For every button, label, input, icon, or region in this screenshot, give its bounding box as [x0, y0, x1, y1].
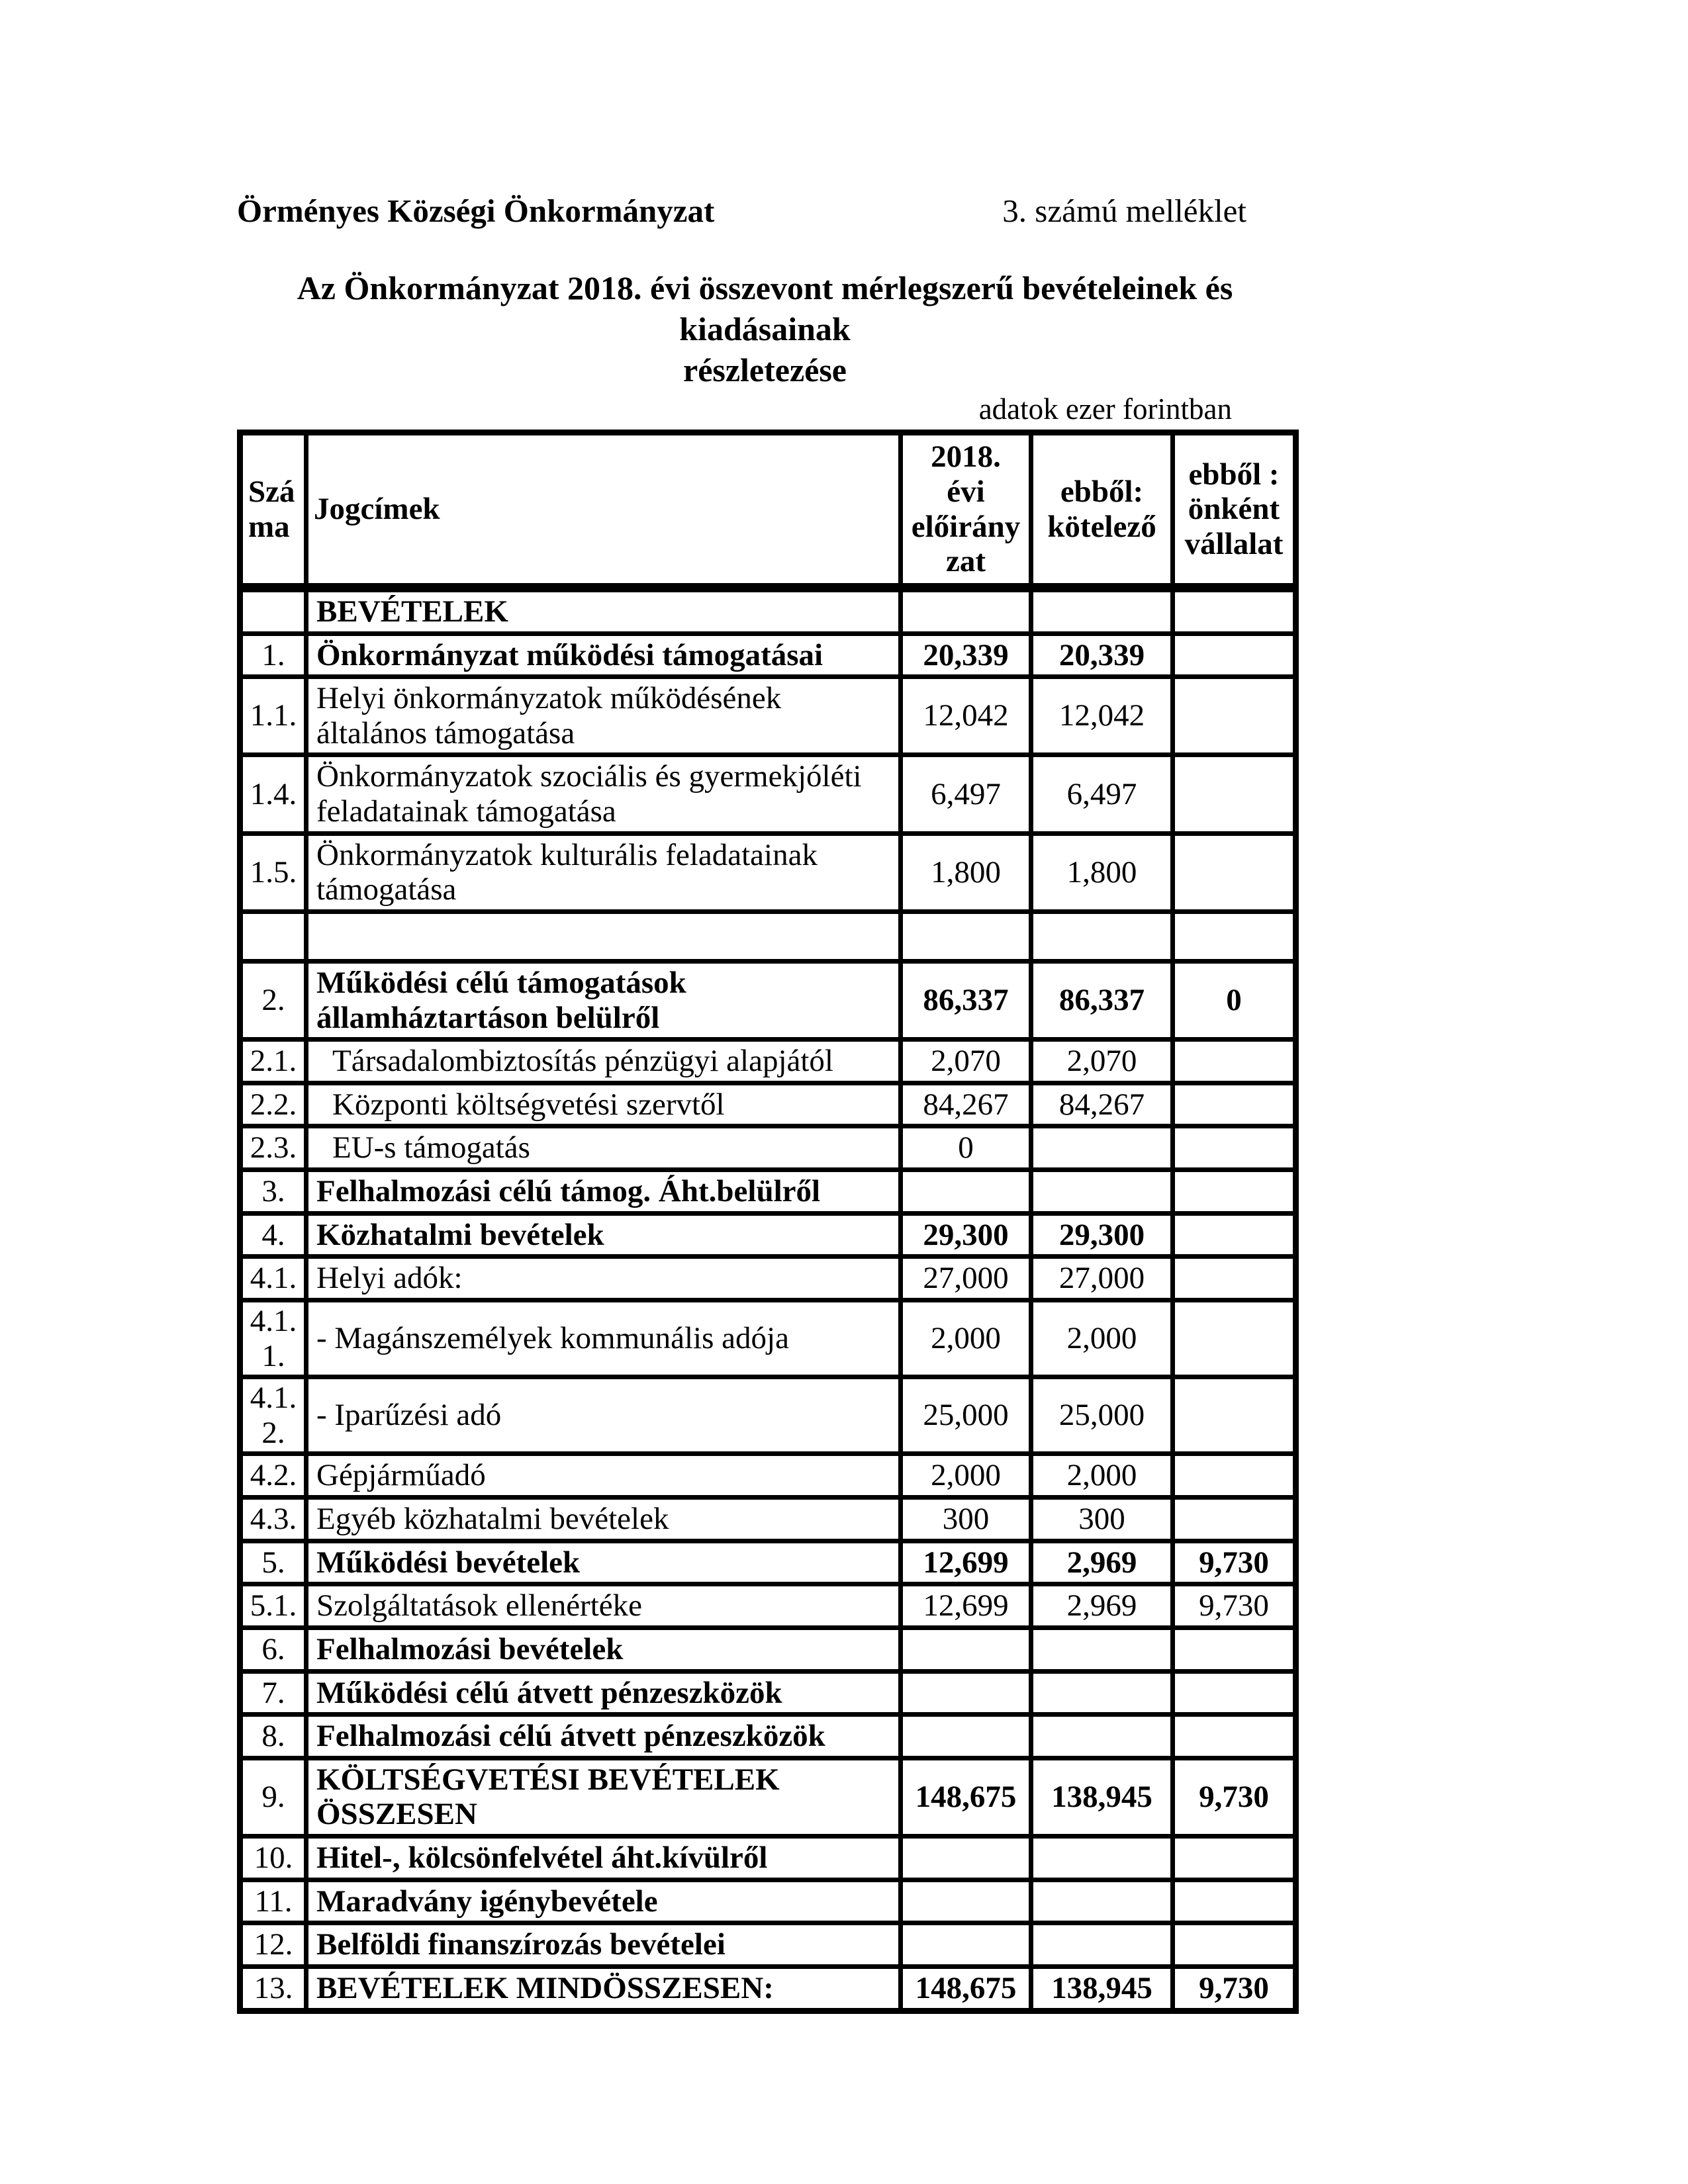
table-row [240, 588, 1296, 633]
value-kotelezo: 25,000 [1031, 1377, 1173, 1454]
value-kotelezo: 29,300 [1031, 1213, 1173, 1257]
units-note: adatok ezer forintban [978, 392, 1232, 426]
value-onkent [1173, 755, 1296, 833]
value-onkent [1173, 1880, 1296, 1923]
row-number: 4.1.1. [240, 1300, 306, 1377]
row-number: 4.1. [240, 1257, 306, 1300]
value-eloiranyzat: 12,699 [901, 1541, 1031, 1584]
row-number: 2. [240, 961, 306, 1039]
value-onkent [1173, 911, 1296, 961]
document-title [237, 267, 1293, 390]
value-kotelezo [1031, 1126, 1173, 1170]
value-onkent [1173, 677, 1296, 755]
value-kotelezo: 84,267 [1031, 1083, 1173, 1126]
budget-table [237, 430, 1299, 2013]
row-label: KÖLTSÉGVETÉSI BEVÉTELEK ÖSSZESEN [306, 1758, 901, 1836]
title-line-1: Az Önkormányzat 2018. évi összevont mérlegszerű bevételeinek és kiadásainak [297, 269, 1233, 347]
row-label: Helyi önkormányzatok működésének általános támogatása [306, 677, 901, 755]
value-onkent [1173, 1837, 1296, 1880]
value-kotelezo [1031, 588, 1173, 633]
table-row [240, 1377, 1296, 1454]
table-row [240, 1715, 1296, 1758]
row-label: Működési bevételek [306, 1541, 901, 1584]
value-eloiranyzat: 148,675 [901, 1758, 1031, 1836]
row-label: EU-s támogatás [306, 1126, 901, 1170]
row-number: 3. [240, 1170, 306, 1214]
table-row [240, 1671, 1296, 1715]
row-label: Maradvány igénybevétele [306, 1880, 901, 1923]
row-number: 6. [240, 1627, 306, 1671]
value-eloiranyzat [901, 1627, 1031, 1671]
row-label: Egyéb közhatalmi bevételek [306, 1498, 901, 1541]
value-eloiranyzat: 2,000 [901, 1454, 1031, 1498]
value-kotelezo: 2,000 [1031, 1454, 1173, 1498]
table-row [240, 633, 1296, 677]
value-eloiranyzat [901, 1923, 1031, 1967]
value-onkent [1173, 1257, 1296, 1300]
value-eloiranyzat: 2,070 [901, 1040, 1031, 1083]
document-content [237, 193, 1293, 2014]
value-kotelezo: 2,969 [1031, 1584, 1173, 1628]
row-label: BEVÉTELEK MINDÖSSZESEN: [306, 1966, 901, 2011]
organization-name: Örményes Községi Önkormányzat [237, 193, 715, 229]
row-number: 9. [240, 1758, 306, 1836]
row-number: 2.1. [240, 1040, 306, 1083]
table-row-empty [240, 911, 1296, 961]
value-kotelezo: 300 [1031, 1498, 1173, 1541]
value-eloiranyzat: 12,699 [901, 1584, 1031, 1628]
value-eloiranyzat: 27,000 [901, 1257, 1031, 1300]
value-kotelezo: 86,337 [1031, 961, 1173, 1039]
value-eloiranyzat: 2,000 [901, 1300, 1031, 1377]
column-header-eloiranyzat: 2018. évi előirányzat [901, 433, 1031, 588]
row-number: 10. [240, 1837, 306, 1880]
row-label: Önkormányzat működési támogatásai [306, 633, 901, 677]
value-eloiranyzat: 6,497 [901, 755, 1031, 833]
row-label: - Iparűzési adó [306, 1377, 901, 1454]
value-onkent [1173, 588, 1296, 633]
value-onkent [1173, 1083, 1296, 1126]
table-row [240, 1584, 1296, 1628]
table-row [240, 755, 1296, 833]
value-kotelezo: 20,339 [1031, 633, 1173, 677]
row-number: 2.2. [240, 1083, 306, 1126]
value-onkent [1173, 833, 1296, 911]
table-row [240, 1300, 1296, 1377]
value-kotelezo: 138,945 [1031, 1758, 1173, 1836]
row-label: BEVÉTELEK [306, 588, 901, 633]
value-onkent [1173, 1671, 1296, 1715]
row-number: 5.1. [240, 1584, 306, 1628]
value-eloiranyzat [901, 1837, 1031, 1880]
table-row [240, 1257, 1296, 1300]
value-kotelezo [1031, 1880, 1173, 1923]
value-kotelezo [1031, 1671, 1173, 1715]
row-label: Önkormányzatok kulturális feladatainak támogatása [306, 833, 901, 911]
table-row [240, 1966, 1296, 2011]
row-label: Működési célú támogatások államháztartáson belülről [306, 961, 901, 1039]
value-kotelezo: 27,000 [1031, 1257, 1173, 1300]
value-onkent [1173, 1923, 1296, 1967]
value-eloiranyzat: 0 [901, 1126, 1031, 1170]
document-header [237, 193, 1293, 229]
value-eloiranyzat: 12,042 [901, 677, 1031, 755]
value-eloiranyzat [901, 1170, 1031, 1214]
row-label: Központi költségvetési szervtől [306, 1083, 901, 1126]
table-row [240, 1454, 1296, 1498]
row-label: Gépjárműadó [306, 1454, 901, 1498]
row-label: Felhalmozási célú támog. Áht.belülről [306, 1170, 901, 1214]
table-row [240, 1040, 1296, 1083]
value-kotelezo: 1,800 [1031, 833, 1173, 911]
annex-label: 3. számú melléklet [1002, 193, 1246, 229]
row-label: Felhalmozási bevételek [306, 1627, 901, 1671]
row-number [240, 588, 306, 633]
value-eloiranyzat: 84,267 [901, 1083, 1031, 1126]
row-number [240, 911, 306, 961]
value-kotelezo [1031, 1627, 1173, 1671]
value-onkent: 9,730 [1173, 1758, 1296, 1836]
value-onkent [1173, 1454, 1296, 1498]
table-row [240, 1498, 1296, 1541]
row-number: 4.2. [240, 1454, 306, 1498]
value-eloiranyzat: 86,337 [901, 961, 1031, 1039]
value-onkent [1173, 1715, 1296, 1758]
table-body [240, 588, 1296, 2011]
value-onkent [1173, 1498, 1296, 1541]
value-onkent: 9,730 [1173, 1966, 1296, 2011]
table-row [240, 677, 1296, 755]
row-label: Hitel-, kölcsönfelvétel áht.kívülről [306, 1837, 901, 1880]
value-eloiranyzat [901, 1671, 1031, 1715]
value-kotelezo: 2,969 [1031, 1541, 1173, 1584]
value-eloiranyzat [901, 1715, 1031, 1758]
row-number: 8. [240, 1715, 306, 1758]
value-eloiranyzat: 20,339 [901, 633, 1031, 677]
row-number: 11. [240, 1880, 306, 1923]
value-onkent: 9,730 [1173, 1541, 1296, 1584]
row-number: 1.4. [240, 755, 306, 833]
table-row [240, 1213, 1296, 1257]
value-eloiranyzat [901, 588, 1031, 633]
table-row [240, 961, 1296, 1039]
row-label: Felhalmozási célú átvett pénzeszközök [306, 1715, 901, 1758]
table-row [240, 1083, 1296, 1126]
row-label: Önkormányzatok szociális és gyermekjóléti feladatainak támogatása [306, 755, 901, 833]
table-row [240, 1627, 1296, 1671]
row-number: 13. [240, 1966, 306, 2011]
value-eloiranyzat: 29,300 [901, 1213, 1031, 1257]
row-number: 12. [240, 1923, 306, 1967]
value-kotelezo: 12,042 [1031, 677, 1173, 755]
column-header-szama: Száma [240, 433, 306, 588]
row-number: 4.3. [240, 1498, 306, 1541]
value-eloiranyzat: 1,800 [901, 833, 1031, 911]
row-number: 2.3. [240, 1126, 306, 1170]
title-line-2: részletezése [683, 351, 847, 388]
value-eloiranyzat: 148,675 [901, 1966, 1031, 2011]
table-row [240, 1923, 1296, 1967]
table-row [240, 1837, 1296, 1880]
value-onkent [1173, 1377, 1296, 1454]
value-onkent [1173, 1170, 1296, 1214]
table-header-row [240, 433, 1296, 588]
value-onkent [1173, 633, 1296, 677]
value-kotelezo [1031, 1715, 1173, 1758]
table-row [240, 1126, 1296, 1170]
table-row [240, 1758, 1296, 1836]
row-number: 1. [240, 633, 306, 677]
value-kotelezo [1031, 1170, 1173, 1214]
value-kotelezo: 2,000 [1031, 1300, 1173, 1377]
value-kotelezo: 2,070 [1031, 1040, 1173, 1083]
value-onkent [1173, 1627, 1296, 1671]
value-kotelezo [1031, 1837, 1173, 1880]
value-onkent [1173, 1213, 1296, 1257]
value-onkent: 9,730 [1173, 1584, 1296, 1628]
row-number: 7. [240, 1671, 306, 1715]
row-number: 1.5. [240, 833, 306, 911]
value-onkent [1173, 1300, 1296, 1377]
row-number: 4. [240, 1213, 306, 1257]
column-header-jogcimek: Jogcímek [306, 433, 901, 588]
row-label [306, 911, 901, 961]
value-eloiranyzat: 300 [901, 1498, 1031, 1541]
value-eloiranyzat [901, 911, 1031, 961]
value-kotelezo [1031, 911, 1173, 961]
row-label: Működési célú átvett pénzeszközök [306, 1671, 901, 1715]
value-kotelezo [1031, 1923, 1173, 1967]
column-header-onkent-vallalat: ebből : önként vállalat [1173, 433, 1296, 588]
value-eloiranyzat: 25,000 [901, 1377, 1031, 1454]
table-row [240, 833, 1296, 911]
table-row [240, 1170, 1296, 1214]
row-number: 1.1. [240, 677, 306, 755]
table-row [240, 1880, 1296, 1923]
value-onkent: 0 [1173, 961, 1296, 1039]
row-label: Helyi adók: [306, 1257, 901, 1300]
value-kotelezo: 138,945 [1031, 1966, 1173, 2011]
row-label: Közhatalmi bevételek [306, 1213, 901, 1257]
row-number: 4.1.2. [240, 1377, 306, 1454]
value-kotelezo: 6,497 [1031, 755, 1173, 833]
row-label: - Magánszemélyek kommunális adója [306, 1300, 901, 1377]
value-onkent [1173, 1126, 1296, 1170]
row-label: Társadalombiztosítás pénzügyi alapjától [306, 1040, 901, 1083]
row-label: Belföldi finanszírozás bevételei [306, 1923, 901, 1967]
table-row [240, 1541, 1296, 1584]
row-label: Szolgáltatások ellenértéke [306, 1584, 901, 1628]
row-number: 5. [240, 1541, 306, 1584]
value-onkent [1173, 1040, 1296, 1083]
value-eloiranyzat [901, 1880, 1031, 1923]
column-header-kotelezo: ebből: kötelező [1031, 433, 1173, 588]
